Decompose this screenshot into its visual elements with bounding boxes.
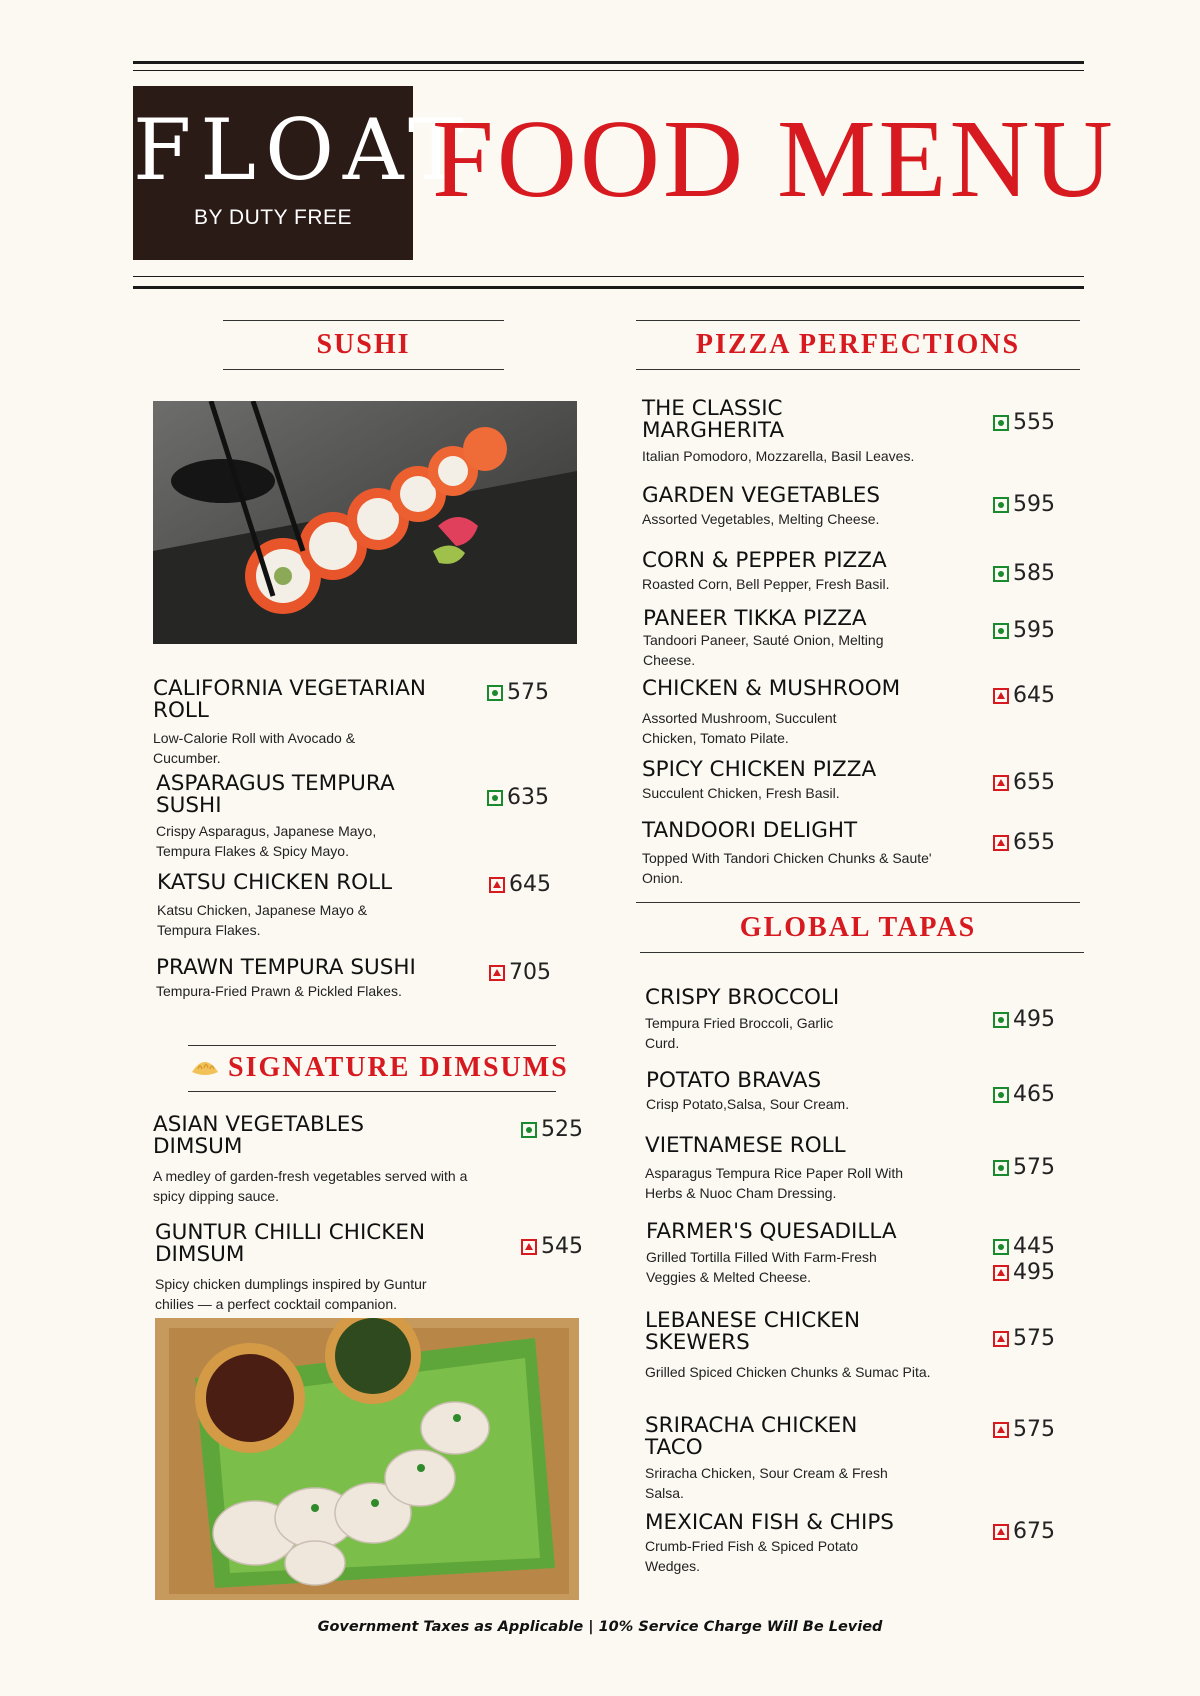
item-name: THE CLASSIC MARGHERITA — [642, 396, 785, 443]
item-description: Sriracha Chicken, Sour Cream & Fresh Salsa. — [645, 1465, 888, 1501]
dimsums-heading-rule-bottom — [188, 1091, 556, 1092]
dimsums-heading-rule-top — [188, 1045, 556, 1046]
item-description: Tempura Fried Broccoli, Garlic Curd. — [645, 1015, 834, 1051]
item-description: Crispy Asparagus, Japanese Mayo, Tempura Flakes & Spicy Mayo. — [156, 823, 377, 859]
item-name: SPICY CHICKEN PIZZA — [642, 757, 877, 782]
veg-icon — [487, 685, 503, 701]
veg-icon — [487, 790, 503, 806]
pizza-heading: PIZZA PERFECTIONS — [695, 329, 1021, 360]
item-name: CHICKEN & MUSHROOM — [642, 676, 901, 701]
veg-icon — [993, 623, 1009, 639]
item-price: 575 — [993, 1157, 1055, 1179]
nonveg-icon — [993, 835, 1009, 851]
menu-item — [157, 872, 457, 940]
sushi-heading-rule-bottom — [223, 369, 504, 370]
item-description: A medley of garden-fresh vegetables served with a spicy dipping sauce. — [153, 1168, 468, 1204]
item-price: 465 — [993, 1084, 1055, 1106]
dumpling-icon — [190, 1056, 220, 1078]
menu-item — [642, 678, 982, 748]
item-price: 655 — [993, 772, 1055, 794]
menu-item — [645, 1135, 965, 1203]
tapas-heading-rule-top — [636, 902, 1080, 903]
menu-item — [642, 485, 982, 529]
sushi-heading-rule-top — [223, 320, 504, 321]
nonveg-icon — [993, 775, 1009, 791]
item-name: SRIRACHA CHICKEN TACO — [645, 1413, 858, 1460]
menu-item — [156, 773, 446, 861]
item-price: 495 — [993, 1009, 1055, 1031]
menu-item — [646, 1070, 966, 1114]
nonveg-icon — [993, 1265, 1009, 1281]
nonveg-icon — [993, 688, 1009, 704]
menu-item — [642, 820, 982, 888]
item-name: PRAWN TEMPURA SUSHI — [156, 955, 416, 980]
veg-icon — [993, 566, 1009, 582]
veg-icon — [993, 1160, 1009, 1176]
nonveg-icon — [489, 877, 505, 893]
item-price: 645 — [993, 685, 1055, 707]
item-name: PANEER TIKKA PIZZA — [643, 606, 867, 631]
pizza-heading-rule-bottom — [636, 369, 1080, 370]
veg-icon — [993, 1087, 1009, 1103]
item-price: 675 — [993, 1521, 1055, 1543]
brand-tagline: BY DUTY FREE — [193, 206, 353, 229]
menu-item — [646, 1221, 966, 1287]
item-name: LEBANESE CHICKEN SKEWERS — [645, 1308, 861, 1355]
nonveg-icon — [993, 1331, 1009, 1347]
brand-logo — [133, 86, 474, 260]
item-name: CORN & PEPPER PIZZA — [642, 548, 887, 573]
menu-item — [642, 550, 982, 594]
item-name: GARDEN VEGETABLES — [642, 483, 881, 508]
header-rule-bottom-inner — [133, 276, 1084, 277]
item-description: Crumb-Fried Fish & Spiced Potato Wedges. — [645, 1538, 859, 1574]
item-name: CRISPY BROCCOLI — [645, 985, 840, 1010]
nonveg-icon — [993, 1422, 1009, 1438]
menu-item — [153, 1114, 493, 1206]
item-price: 575 — [993, 1328, 1055, 1350]
dimsums-heading: SIGNATURE DIMSUMS — [228, 1052, 569, 1083]
menu-item — [156, 957, 466, 1001]
item-price: 595 — [993, 494, 1055, 516]
brand-name: FLOAT — [133, 101, 474, 199]
item-price: 705 — [489, 962, 551, 984]
item-price: 525 — [521, 1119, 583, 1141]
nonveg-icon — [993, 1524, 1009, 1540]
item-description: Spicy chicken dumplings inspired by Guntur chilies — a perfect cocktail companion. — [155, 1276, 427, 1312]
item-name: TANDOORI DELIGHT — [642, 818, 858, 843]
item-description: Low-Calorie Roll with Avocado & Cucumber. — [153, 730, 356, 766]
veg-icon — [993, 497, 1009, 513]
dimsum-photo — [155, 1318, 579, 1600]
item-description: Assorted Mushroom, Succulent Chicken, Tomato Pilate. — [642, 710, 837, 746]
item-description: Grilled Tortilla Filled With Farm-Fresh Veggies & Melted Cheese. — [646, 1249, 877, 1285]
item-name: ASIAN VEGETABLES DIMSUM — [153, 1112, 364, 1159]
item-description: Roasted Corn, Bell Pepper, Fresh Basil. — [642, 576, 890, 592]
menu-item — [642, 398, 982, 466]
tapas-heading: GLOBAL TAPAS — [739, 912, 977, 943]
menu-item — [153, 678, 473, 768]
item-price: 545 — [521, 1236, 583, 1258]
veg-icon — [993, 1239, 1009, 1255]
item-price: 575 — [993, 1419, 1055, 1441]
sushi-photo — [153, 401, 577, 644]
item-price: 645 — [489, 874, 551, 896]
item-description: Grilled Spiced Chicken Chunks & Sumac Pita. — [645, 1364, 931, 1380]
menu-item — [643, 608, 983, 670]
veg-icon — [521, 1122, 537, 1138]
item-price: 445 — [993, 1236, 1055, 1258]
item-description: Succulent Chicken, Fresh Basil. — [642, 785, 840, 801]
item-price: 595 — [993, 620, 1055, 642]
item-name: MEXICAN FISH & CHIPS — [645, 1510, 894, 1535]
item-description: Katsu Chicken, Japanese Mayo & Tempura Flakes. — [157, 902, 368, 938]
menu-item — [645, 1512, 965, 1576]
item-description: Tandoori Paneer, Sauté Onion, Melting Cheese. — [643, 632, 884, 668]
item-description: Italian Pomodoro, Mozzarella, Basil Leaves. — [642, 448, 915, 464]
menu-item — [155, 1222, 475, 1314]
item-price: 635 — [487, 787, 549, 809]
footer-note: Government Taxes as Applicable | 10% Service Charge Will Be Levied — [317, 1619, 883, 1635]
item-description: Assorted Vegetables, Melting Cheese. — [642, 511, 880, 527]
item-name: FARMER'S QUESADILLA — [646, 1219, 897, 1244]
page-title: FOOD MENU — [432, 98, 1116, 221]
menu-item — [645, 987, 965, 1053]
item-name: CALIFORNIA VEGETARIAN ROLL — [153, 676, 427, 723]
tapas-heading-rule-bottom — [640, 952, 1084, 953]
item-price-secondary: 495 — [993, 1262, 1055, 1284]
item-description: Tempura-Fried Prawn & Pickled Flakes. — [156, 983, 402, 999]
veg-icon — [993, 415, 1009, 431]
veg-icon — [993, 1012, 1009, 1028]
item-description: Crisp Potato,Salsa, Sour Cream. — [646, 1096, 850, 1112]
sushi-heading: SUSHI — [316, 329, 411, 360]
nonveg-icon — [521, 1239, 537, 1255]
header-rule-bottom — [133, 286, 1084, 289]
item-name: VIETNAMESE ROLL — [645, 1133, 846, 1158]
item-description: Asparagus Tempura Rice Paper Roll With Herbs & Nuoc Cham Dressing. — [645, 1165, 904, 1201]
item-price: 585 — [993, 563, 1055, 585]
nonveg-icon — [489, 965, 505, 981]
pizza-heading-rule-top — [636, 320, 1080, 321]
item-price: 575 — [487, 682, 549, 704]
header-rule-top — [133, 61, 1084, 64]
item-description: Topped With Tandori Chicken Chunks & Saute' Onion. — [642, 850, 932, 886]
item-price: 655 — [993, 832, 1055, 854]
item-name: ASPARAGUS TEMPURA SUSHI — [156, 771, 395, 818]
header-rule-top-inner — [133, 70, 1084, 71]
item-name: POTATO BRAVAS — [646, 1068, 822, 1093]
item-name: GUNTUR CHILLI CHICKEN DIMSUM — [155, 1220, 426, 1267]
item-name: KATSU CHICKEN ROLL — [157, 870, 393, 895]
item-price: 555 — [993, 412, 1055, 434]
menu-item — [642, 759, 982, 803]
menu-item — [645, 1310, 945, 1382]
menu-item — [645, 1415, 945, 1503]
